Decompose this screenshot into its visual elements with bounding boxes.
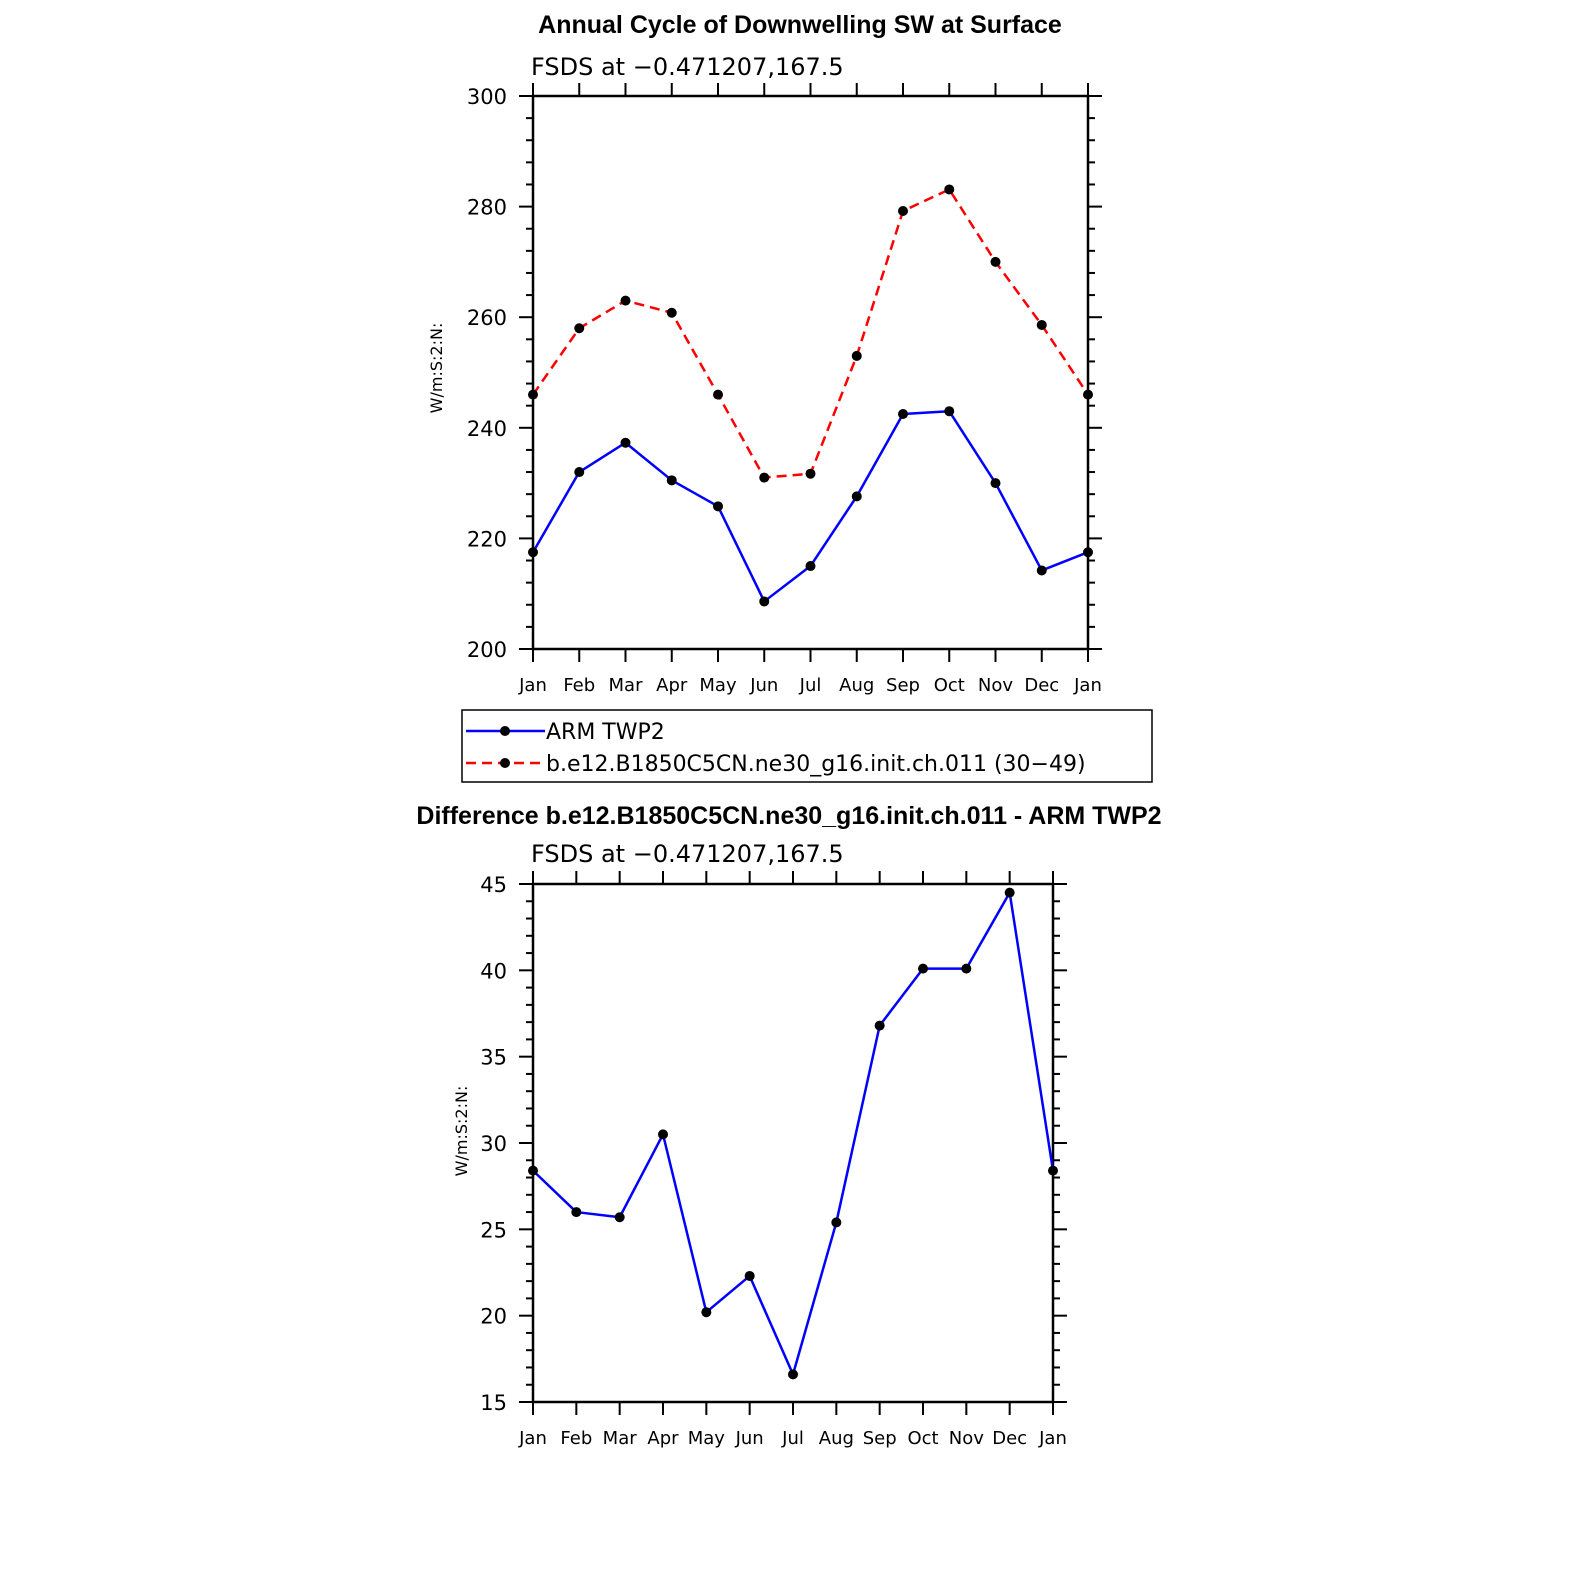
y-tick-label: 15 xyxy=(480,1391,507,1415)
data-point xyxy=(831,1217,841,1227)
data-point xyxy=(1037,565,1047,575)
y-tick-label: 260 xyxy=(466,306,507,331)
y-tick-label: 30 xyxy=(480,1132,507,1156)
y-tick-label: 35 xyxy=(480,1045,507,1070)
data-point xyxy=(898,206,908,216)
data-point xyxy=(852,351,862,361)
x-tick-label: Jun xyxy=(750,675,779,696)
data-point xyxy=(745,1271,755,1281)
data-point xyxy=(875,1021,885,1031)
data-point xyxy=(788,1369,798,1379)
legend-label-model: b.e12.B1850C5CN.ne30_g16.init.ch.011 (30−49) xyxy=(546,752,1086,777)
y-axis-label: W/m:S:2:N: xyxy=(452,1085,471,1177)
data-point xyxy=(713,501,723,511)
data-point xyxy=(574,323,584,333)
data-point xyxy=(1083,547,1093,557)
y-tick-label: 240 xyxy=(466,416,507,441)
legend-label-arm: ARM TWP2 xyxy=(546,720,665,745)
x-tick-label: Nov xyxy=(948,1428,984,1449)
data-point xyxy=(667,308,677,318)
data-point xyxy=(852,491,862,501)
y-tick-label: 40 xyxy=(480,959,507,984)
x-tick-label: Jan xyxy=(519,675,547,696)
data-point xyxy=(918,964,928,974)
data-point xyxy=(713,390,723,400)
data-point xyxy=(621,438,631,448)
difference-chart xyxy=(416,802,1161,1449)
x-tick-label: Mar xyxy=(608,675,643,696)
plot-frame xyxy=(533,884,1053,1402)
x-tick-label: Feb xyxy=(563,675,596,696)
data-point xyxy=(1048,1166,1058,1176)
legend xyxy=(462,710,1152,782)
x-tick-label: Dec xyxy=(992,1428,1028,1449)
x-tick-label: Sep xyxy=(862,1428,897,1449)
x-tick-label: Dec xyxy=(1024,675,1060,696)
x-tick-label: Jun xyxy=(735,1428,764,1449)
x-tick-label: Jan xyxy=(1074,675,1102,696)
y-tick-label: 25 xyxy=(480,1218,507,1243)
chart-title: Annual Cycle of Downwelling SW at Surface xyxy=(538,11,1062,39)
data-point xyxy=(806,561,816,571)
x-tick-label: Jul xyxy=(782,1428,804,1449)
axes xyxy=(467,83,1102,696)
series-line xyxy=(533,893,1053,1375)
y-axis-label: W/m:S:2:N: xyxy=(427,322,446,414)
x-tick-label: Apr xyxy=(647,1428,679,1449)
data-point xyxy=(571,1207,581,1217)
chart-title: Difference b.e12.B1850C5CN.ne30_g16.init.ch.011 - ARM TWP2 xyxy=(416,802,1162,830)
y-tick-label: 200 xyxy=(466,638,507,662)
data-point xyxy=(701,1307,711,1317)
x-tick-label: Aug xyxy=(818,1428,854,1449)
x-tick-label: Apr xyxy=(656,675,688,696)
series-line xyxy=(533,411,1088,601)
legend-marker-model xyxy=(500,758,510,768)
data-point xyxy=(1005,888,1015,898)
x-tick-label: Sep xyxy=(886,675,920,696)
x-tick-label: Aug xyxy=(839,675,875,696)
data-point xyxy=(944,184,954,194)
data-point xyxy=(528,1166,538,1176)
x-tick-label: Jul xyxy=(799,675,822,696)
data-point xyxy=(991,478,1001,488)
data-point xyxy=(1083,390,1093,400)
x-tick-label: Jan xyxy=(1039,1428,1067,1449)
data-point xyxy=(528,390,538,400)
y-tick-label: 20 xyxy=(480,1304,507,1329)
x-tick-label: Oct xyxy=(907,1428,939,1449)
data-point xyxy=(944,406,954,416)
data-point xyxy=(528,547,538,557)
series-line xyxy=(533,189,1088,477)
y-tick-label: 45 xyxy=(480,873,507,897)
series-group xyxy=(528,888,1058,1380)
data-point xyxy=(1037,320,1047,330)
data-point xyxy=(574,467,584,477)
x-tick-label: Oct xyxy=(933,675,965,696)
data-point xyxy=(621,296,631,306)
series-group xyxy=(528,184,1093,606)
x-tick-label: May xyxy=(687,1428,725,1449)
y-tick-label: 280 xyxy=(466,195,507,220)
x-tick-label: May xyxy=(699,675,737,696)
data-point xyxy=(961,964,971,974)
data-point xyxy=(898,409,908,419)
data-point xyxy=(991,257,1001,267)
chart-subtitle: FSDS at −0.471207,167.5 xyxy=(531,53,844,81)
chart-subtitle: FSDS at −0.471207,167.5 xyxy=(531,840,844,868)
x-tick-label: Jan xyxy=(519,1428,547,1449)
x-tick-label: Nov xyxy=(977,675,1014,696)
annual-cycle-chart xyxy=(427,11,1152,782)
legend-marker-arm xyxy=(500,726,510,736)
y-tick-label: 220 xyxy=(466,527,507,552)
data-point xyxy=(667,475,677,485)
data-point xyxy=(806,469,816,479)
data-point xyxy=(759,473,769,483)
x-tick-label: Feb xyxy=(560,1428,593,1449)
data-point xyxy=(759,596,769,606)
data-point xyxy=(615,1212,625,1222)
x-tick-label: Mar xyxy=(602,1428,637,1449)
y-tick-label: 300 xyxy=(466,85,507,109)
data-point xyxy=(658,1129,668,1139)
axes xyxy=(480,871,1067,1449)
